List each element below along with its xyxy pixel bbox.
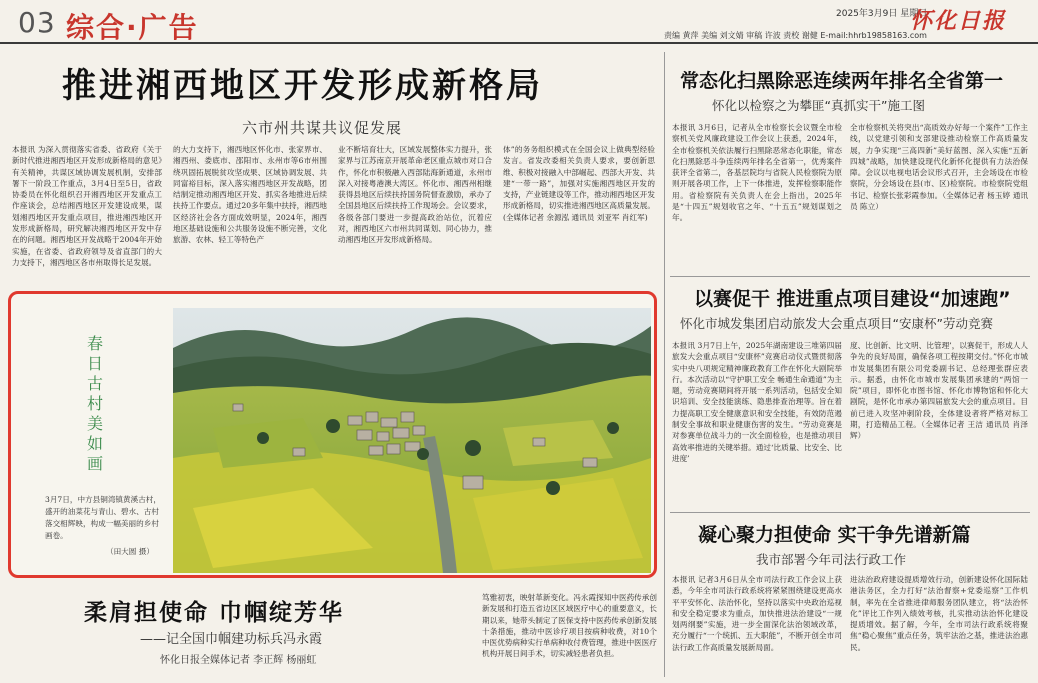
section-name: 综合·广告 [66,11,199,44]
article-3-body-col-2: 进法治政府建设提质增效行动，创新建设怀化国际陆港法务区，全力打好“法治督察+党委巡察”工作机制，率先在全省推进律师服务团队建立，将“法治怀化”评比工作列入绩效考核，扎实推动法治怀化建设提质增效。据了解，今年，全市司法行政系统将聚焦“稳心聚焦”重点任务，筑牢法治之基，推进法治惠民。 [850,575,1028,652]
article-1-body-col-1: 本报讯 3月6日，记者从全市检察长会议暨全市检察机关党风廉政建设工作会议上获悉，2024年，全市检察机关依法履行扫黑除恶常态化职能，常态化扫黑除恶斗争连续两年排名全省第一，优秀案件获评全省第二，各基层院均与省院人民检察院为原则开展各项工作，上下一体推进，发挥检察职能作用。省检察院有关负责人在会上指出，2025年是“十四五”规划收官之年、“十五五”规划谋划之年。 [672,123,842,223]
article-2-body-col-1: 本报讯 3月7日上午，2025年湖南建设三堆第四届旅发大会重点项目“安康杯”竞赛启动仪式暨贯彻落实中央八项规定精神廉政教育工作在怀化大剧院举行。本次活动以“守护职工安全 畅通生命通道”为主题，劳动竞赛期间将开展一系列活动，包括安全知识培训、安全技能演练、隐患排查治理等。旨在着力提高职工安全健康意识和安全技能，有效防范遏制安全事故和职业健康伤害的发生。“劳动竞赛是对参赛单位战斗力的一次全面检验，也是推动项目高效率推进的关键举措。通过‘比质量、比安全、比进度’ [672,341,842,463]
editor-line: 责编 黄萍 美编 刘文婧 审稿 许波 责校 谢健 E-mail:hhrb19858163.com [664,31,927,40]
article-2-body-col-2: 度、比创新、比文明、比管理’，以赛促干，形成人人争先的良好局面，确保各项工程按期交付。”怀化市城市发展集团有限公司党委副书记、总经理张群应表示。据悉，由怀化市城市发展集团承建的“两馆一院”项目，即怀化市图书馆、怀化市博物馆和怀化大剧院，是怀化市承办第四届旅发大会的重点项目。目前已进入攻坚冲刺阶段，全体建设者将严格对标工期，打造精品工程。（全媒体记者 王洁 通讯员 肖泽辉） [850,341,1028,441]
column-divider [664,52,665,677]
article-2-subheadline: 怀化市城发集团启动旅发大会重点项目“安康杯”劳动竞赛 [680,316,993,331]
feature-subheadline: ——记全国巾帼建功标兵冯永霞 [140,632,323,647]
article-1-body-col-2: 全市检察机关将突出“高质效办好每一个案件”工作主线，以党建引领和支部建设推动检察工作高质量发展，力争实现“三高四新”美好蓝图、深入实施“五新四城”战略，加快建设现代化新怀化提供有力法治保障。会议以电视电话会议形式召开，主会场设在市检察院，分会场设在县(市、区)检察院。市检察院党组书记、检察长张彩霞参加。（全媒体记者 杨玉婷 通讯员 陈立） [850,123,1028,212]
photo-caption: 3月7日，中方县铜湾镇黄溪古村，盛开的油菜花与青山、碧水、古村落交相辉映，构成一幅美丽的乡村画卷。 [45,495,161,540]
village-landscape-photo [173,308,651,573]
feature-headline: 柔肩担使命 巾帼绽芳华 [84,600,345,626]
lead-headline: 推进湘西地区开发形成新格局 [62,66,543,106]
page-header [0,0,1038,44]
page-number: 03 [18,6,56,39]
photo-credit: （田大圆 摄） [106,547,154,556]
article-2-headline: 以赛促干 推进重点项目建设“加速跑” [694,288,1011,310]
lead-subheadline: 六市州共谋共议促发展 [242,119,403,137]
photo-feature-box [8,291,657,578]
photo-vertical-title: 春日古村美如画 [86,334,103,473]
issue-date: 2025年3月9日 星期日 [836,9,928,19]
feature-body: 笃雅初衷，映射革新变化。冯永霞探知中医药传承创新发展和打造五省边区区域医疗中心的重要意义，长期以来，她带头制定了医保支持中医药传承创新发展十条措施，推动中医诊疗项目按病种收费，对10个中医优势病种实行单病种收付费管理，推进中医医疗机构开展日间手术，切实减轻患者负担。 [482,593,657,659]
lead-body-col-1: 本报讯 为深入贯彻落实省委、省政府《关于新时代推进湘西地区开发形成新格局的意见》有关精神，共谋区域协调发展机制，安排部署下一阶段工作重点，3月4日至5日，省政协委员在怀化组织召开湘西地区开发重点工作座谈会，总结湘西地区开发建设成果，谋划湘西地区开发重点项目，推进湘西地区开发形成新格局，研究解决湘西地区开发中存在的问题。湘西地区开发战略于2004年开始实施，在省委、省政府领导及省直部门的大力支持下，湘西地区各市州取得长足发展。 [12,145,162,267]
feature-byline: 怀化日报全媒体记者 李正辉 杨丽虹 [160,655,317,666]
article-3-body-col-1: 本报讯 记者3月6日从全市司法行政工作会议上获悉，今年全市司法行政系统将紧紧围绕建设更高水平平安怀化、法治怀化，坚持以落实中央政治巡视和安全稳定要求为重点，加快推进法治建设“一规划两纲要”实施，进一步全面深化法治领域改革，充分履行“一个统抓、五大职能”，不断开创全市司法行政工作高质量发展新局面。 [672,575,842,652]
article-3-headline: 凝心聚力担使命 实干争先谱新篇 [698,524,971,546]
masthead-logo: 怀化日报 [910,8,1007,34]
article-3-subheadline: 我市部署今年司法行政工作 [756,552,907,567]
article-1-headline: 常态化扫黑除恶连续两年排名全省第一 [680,70,1004,92]
lead-body-col-3: 业不断培育壮大，区域发展整体实力提升，张家界与江苏南京开展革命老区重点城市对口合作，怀化市积极融入西部陆海新通道，永州市深入对接粤港澳大湾区。怀化市、湘西州相继获得县地区后续扶持国务院督查激励，承办了全国县地区后续扶持工作现场会。会议要求，各级各部门要进一步提高政治站位，沉着应对，湘西地区六市州共同谋划、同心协力，推动湘西地区开发形成新格局。 [338,145,492,245]
lead-body-col-4: 体”的务务组织模式在全国会议上做典型经验发言。省发改委相关负责人要求，要创新思维、积极对接融入中部崛起、西部大开发、共建“一带一路”，加强对实施湘西地区开发的支持，产业链建设等工作，推动湘西地区开发形成新格局，切实推进湘西地区高质量发展。(全媒体记者 余源泓 通讯员 刘亚军 肖红军) [503,145,655,222]
lead-body-col-2: 的大力支持下，湘西地区怀化市、张家界市、湘西州、娄底市、邵阳市、永州市等6市州围绕巩固拓展脱贫攻坚成果、区域协调发展、共同富裕目标，深入落实湘西地区开发战略，团结制定推动湘西地区开发、抓实各地推进后续扶持工作要点。通过20多年集中扶持，湘西地区经济社会各方面成效明显，2024年，湘西地区基础设施和公共服务设施不断完善，文化旅游、农林、轻工等特色产 [173,145,327,245]
article-divider [670,512,1030,513]
article-divider [670,276,1030,277]
article-1-subheadline: 怀化以检察之为攀匪“真抓实干”施工图 [712,98,925,113]
